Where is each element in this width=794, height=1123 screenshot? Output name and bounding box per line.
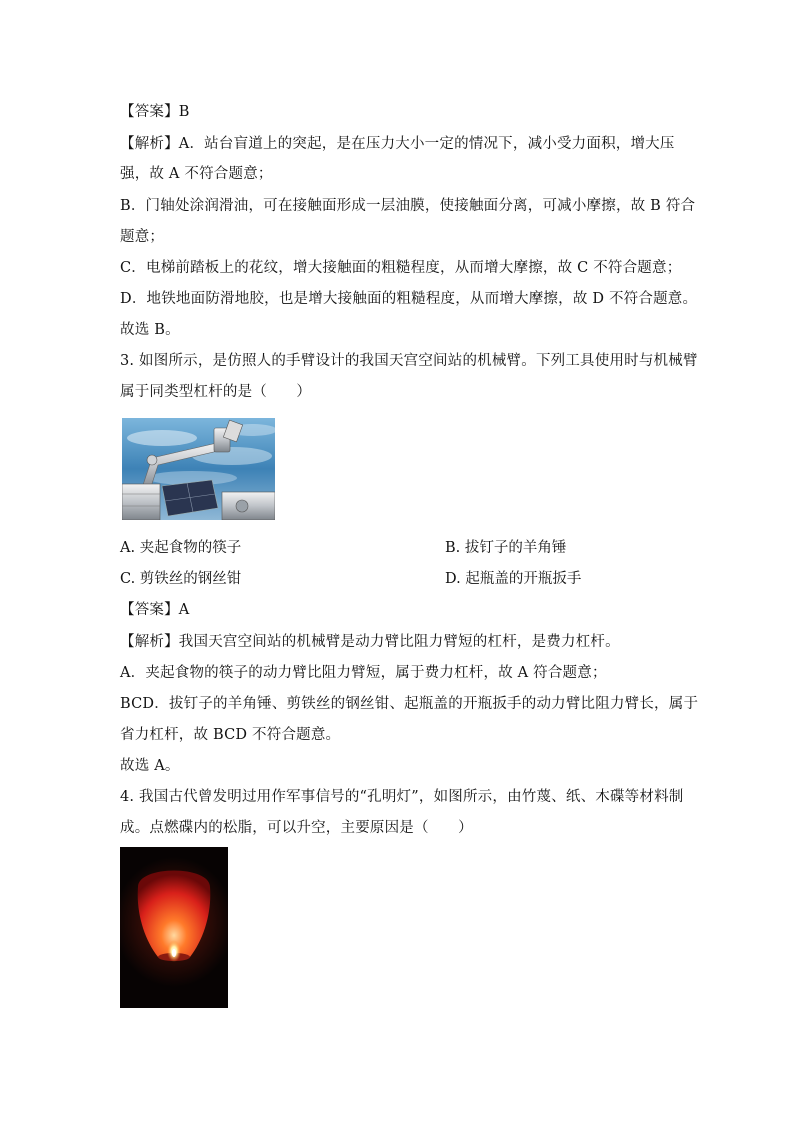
sky-lantern-icon (120, 847, 228, 1008)
analysis-2-intro: 【解析】A．站台盲道上的突起，是在压力大小一定的情况下，减小受力面积，增大压 (120, 136, 675, 152)
option-a: A. 夹起食物的筷子 (120, 540, 242, 556)
conclusion-2: 故选 B。 (120, 322, 180, 338)
question-3-stem-cont: 属于同类型杠杆的是（ ） (120, 384, 312, 400)
analysis-2-c: C．电梯前踏板上的花纹，增大接触面的粗糙程度，从而增大摩擦，故 C 不符合题意； (120, 260, 682, 276)
analysis-3-intro: 【解析】我国天宫空间站的机械臂是动力臂比阻力臂短的杠杆，是费力杠杆。 (120, 634, 620, 650)
analysis-2-b-cont: 题意； (120, 229, 165, 245)
option-c: C. 剪铁丝的钢丝钳 (120, 571, 242, 587)
answer-2: 【答案】B (120, 104, 190, 120)
analysis-3-bcd: BCD．拔钉子的羊角锤、剪铁丝的钢丝钳、起瓶盖的开瓶扳手的动力臂比阻力臂长，属于 (120, 696, 699, 712)
conclusion-3: 故选 A。 (120, 758, 180, 774)
option-b: B. 拔钉子的羊角锤 (445, 540, 567, 556)
space-station-arm-icon (122, 418, 275, 520)
answer-3: 【答案】A (120, 602, 190, 618)
analysis-3-bcd-cont: 省力杠杆，故 BCD 不符合题意。 (120, 727, 341, 743)
analysis-3-a: A．夹起食物的筷子的动力臂比阻力臂短，属于费力杠杆，故 A 符合题意； (120, 665, 607, 681)
analysis-2-d: D．地铁地面防滑地胶，也是增大接触面的粗糙程度，从而增大摩擦，故 D 不符合题意。 (120, 291, 698, 307)
analysis-2-b: B．门轴处涂润滑油，可在接触面形成一层油膜，使接触面分离，可减小摩擦，故 B 符合 (120, 198, 696, 214)
analysis-2-a-cont: 强，故 A 不符合题意； (120, 166, 273, 182)
space-station-arm-photo (122, 418, 275, 520)
question-4-stem-cont: 成。点燃碟内的松脂，可以升空，主要原因是（ ） (120, 820, 473, 836)
option-d: D. 起瓶盖的开瓶扳手 (445, 571, 582, 587)
question-4-stem: 4. 我国古代曾发明过用作军事信号的“孔明灯”，如图所示，由竹蔑、纸、木碟等材料制 (120, 789, 684, 805)
sky-lantern-photo (120, 847, 228, 1008)
question-3-stem: 3. 如图所示，是仿照人的手臂设计的我国天宫空间站的机械臂。下列工具使用时与机械臂 (120, 353, 698, 369)
